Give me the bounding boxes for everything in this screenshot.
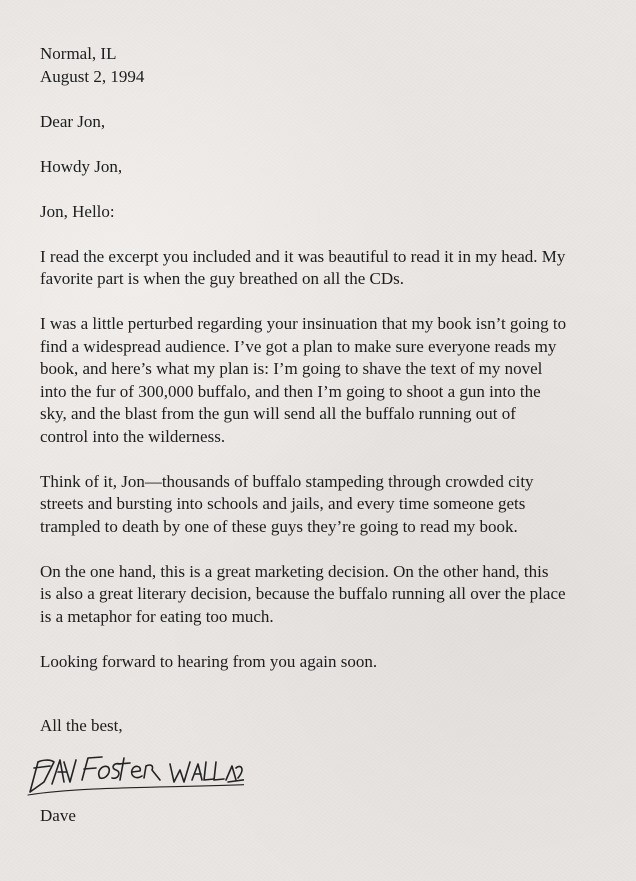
location-line: Normal, IL <box>40 44 117 63</box>
paragraph-stampede <box>40 471 600 539</box>
paragraph-line: I was a little perturbed regarding your insinuation that my book isn’t going to <box>40 314 567 333</box>
paragraph-line: into the fur of 300,000 buffalo, and then I’m going to shoot a gun into the <box>40 381 541 401</box>
letter-header <box>40 43 600 88</box>
salutation-hello: Jon, Hello: <box>40 201 115 221</box>
paragraph-line: streets and bursting into schools and jails, and every time someone gets <box>40 494 526 513</box>
signoff-name: Dave <box>40 806 76 825</box>
paragraph-line: I read the excerpt you included and it was beautiful to read it in my head. My <box>40 246 566 266</box>
letter-body <box>40 43 600 696</box>
paragraph-line: book, and here’s what my plan is: I’m going to shave the text of my novel <box>40 359 543 378</box>
paragraph-line: sky, and the blast from the gun will send all the buffalo running out of <box>40 404 516 423</box>
salutation-howdy: Howdy Jon, <box>40 156 123 176</box>
closing-line: All the best, <box>40 716 123 735</box>
date-line: August 2, 1994 <box>40 66 145 86</box>
paragraph-decision <box>40 561 600 629</box>
paragraph-line: favorite part is when the guy breathed on all the CDs. <box>40 269 404 288</box>
handwritten-signature <box>24 742 244 798</box>
paragraph-line: Think of it, Jon—thousands of buffalo stampeding through crowded city <box>40 471 534 491</box>
paragraph-line: trampled to death by one of these guys they’re going to read my book. <box>40 516 518 536</box>
paragraph-line: On the one hand, this is a great marketing decision. On the other hand, this <box>40 561 549 581</box>
paragraph-buffalo-plan <box>40 313 600 448</box>
paragraph-line: is a metaphor for eating too much. <box>40 606 274 626</box>
paragraph-looking-forward: Looking forward to hearing from you again soon. <box>40 651 378 671</box>
paragraph-line: is also a great literary decision, because the buffalo running all over the place <box>40 584 566 603</box>
salutation-dear: Dear Jon, <box>40 111 106 131</box>
paragraph-line: control into the wilderness. <box>40 426 226 446</box>
paragraph-line: find a widespread audience. I’ve got a plan to make sure everyone reads my <box>40 336 557 356</box>
paragraph-excerpt <box>40 246 600 291</box>
